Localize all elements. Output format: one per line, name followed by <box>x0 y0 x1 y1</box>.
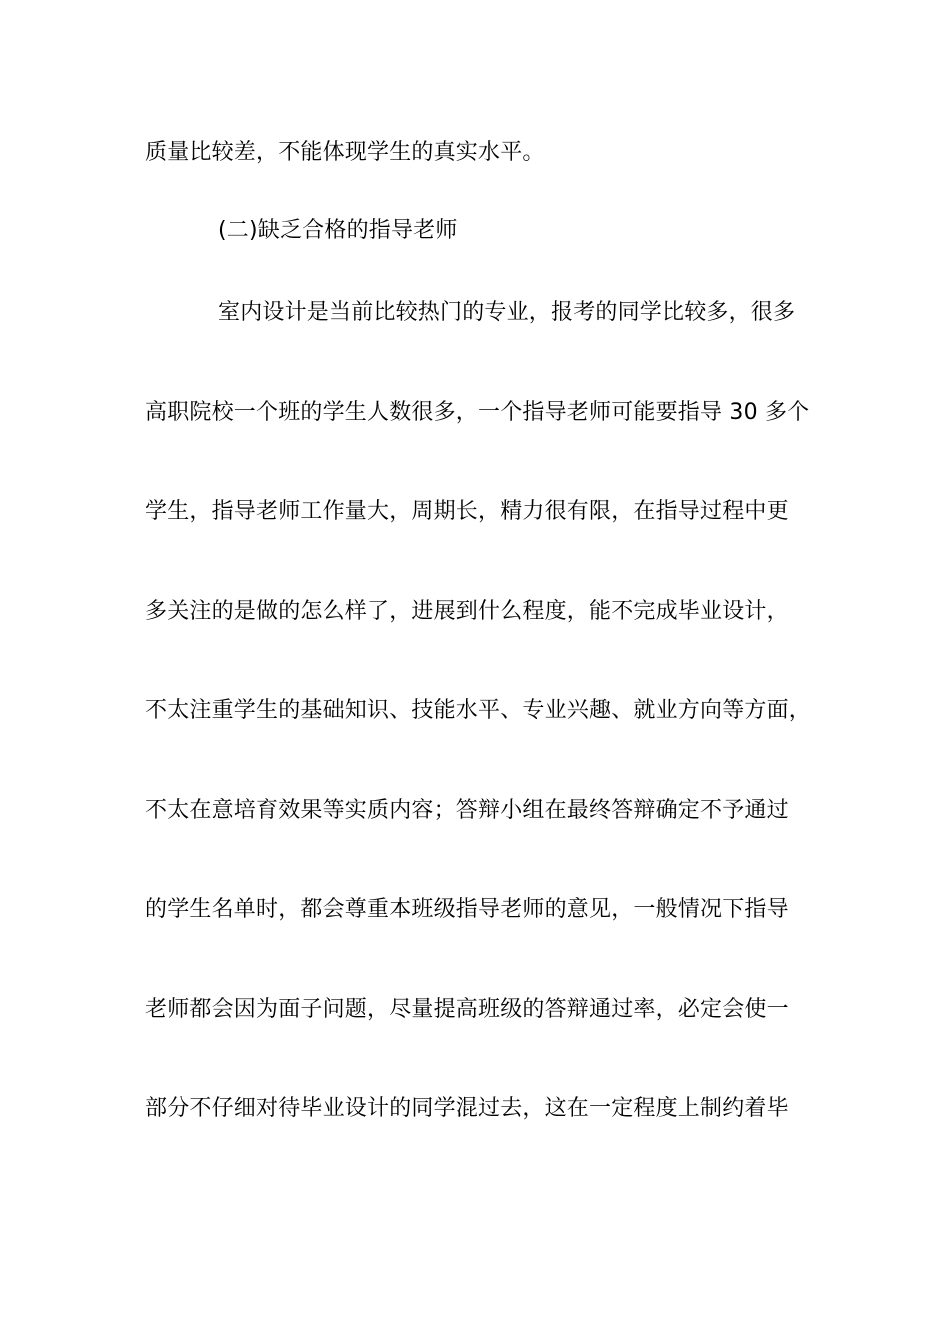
paragraph-line: 室内设计是当前比较热门的专业，报考的同学比较多，很多 <box>218 300 796 325</box>
paragraph-line: 高职院校一个班的学生人数很多，一个指导老师可能要指导 30 多个 <box>145 400 810 425</box>
paragraph-line: 学生，指导老师工作量大，周期长，精力很有限，在指导过程中更 <box>145 499 789 524</box>
paragraph-line: 多关注的是做的怎么样了，进展到什么程度，能不完成毕业设计， <box>145 599 789 624</box>
paragraph-line: 部分不仔细对待毕业设计的同学混过去，这在一定程度上制约着毕 <box>145 1096 789 1121</box>
paragraph-line: 的学生名单时，都会尊重本班级指导老师的意见，一般情况下指导 <box>145 897 789 922</box>
paragraph-line: 不太在意培育效果等实质内容；答辩小组在最终答辩确定不予通过 <box>145 798 789 823</box>
paragraph-line: 不太注重学生的基础知识、技能水平、专业兴趣、就业方向等方面， <box>145 698 812 723</box>
paragraph-line: 老师都会因为面子问题，尽量提高班级的答辩通过率，必定会使一 <box>145 997 789 1022</box>
paragraph-line: 质量比较差，不能体现学生的真实水平。 <box>145 140 545 165</box>
section-heading: (二)缺乏合格的指导老师 <box>218 218 458 243</box>
